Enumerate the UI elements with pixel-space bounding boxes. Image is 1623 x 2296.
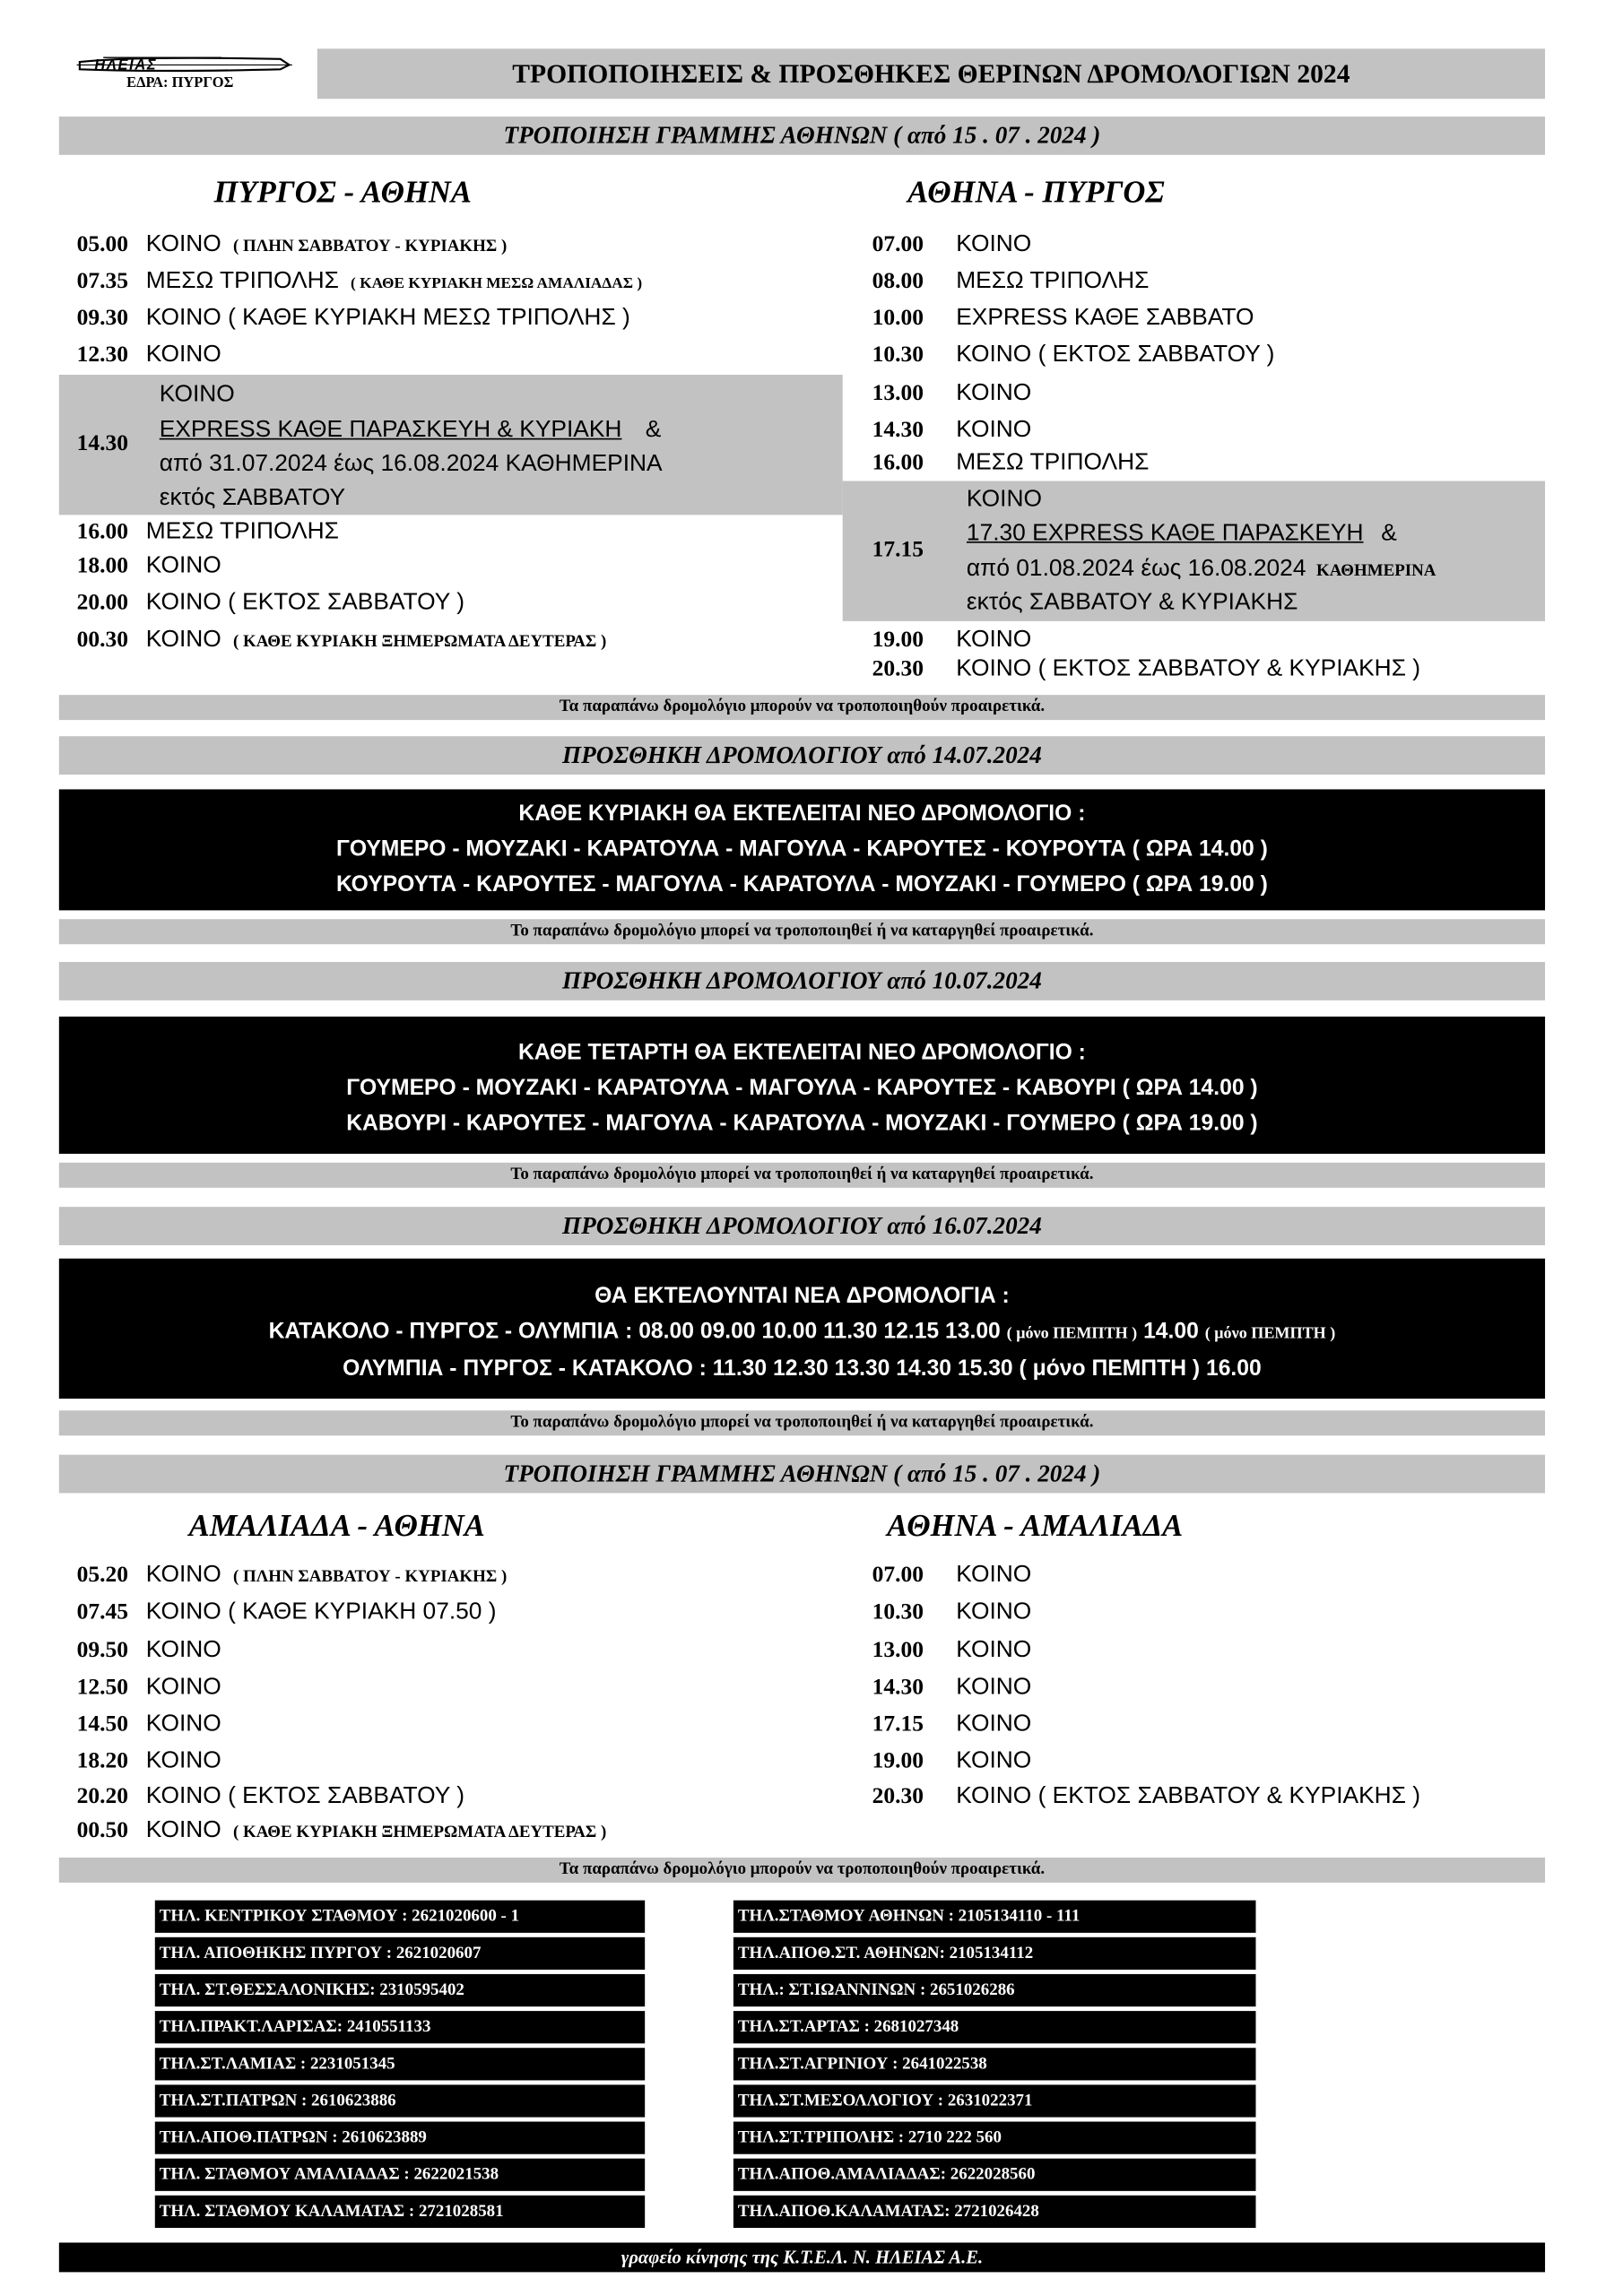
route-type: ΚΟΙΝΟ xyxy=(956,417,1032,443)
schedule-row xyxy=(77,265,643,298)
section-title: ΤΡΟΠΟΙΗΣΗ ΓΡΑΜΜΗΣ ΑΘΗΝΩΝ ( από 15 . 07 . 2024 ) xyxy=(59,1455,1545,1494)
departure-time: 20.30 xyxy=(872,1783,924,1809)
route-type: ΚΟΙΝΟ ( ΕΚΤΟΣ ΣΑΒΒΑΤΟΥ ) xyxy=(145,590,464,616)
schedule-row xyxy=(872,1597,1032,1629)
schedule-row xyxy=(872,447,1150,480)
route-return: ΟΛΥΜΠΙΑ - ΠΥΡΓΟΣ - ΚΑΤΑΚΟΛΟ : 11.30 12.30 13.30 14.30 15.30 ( μόνο ΠΕΜΠΤΗ ) 16.00 xyxy=(343,1356,1262,1382)
schedule-row xyxy=(872,229,1032,261)
phone-entry: ΤΗΛ.ΑΠΟΘ.ΚΑΛΑΜΑΤΑΣ: 2721026428 xyxy=(733,2196,1256,2228)
departure-time: 07.35 xyxy=(76,268,128,294)
departure-time: 09.30 xyxy=(76,305,128,331)
departure-time: 18.00 xyxy=(76,553,128,579)
route-type: ΚΟΙΝΟ xyxy=(956,380,1032,406)
schedule-row xyxy=(872,377,1032,410)
schedule-row xyxy=(77,587,464,619)
route-note: ( ΚΑΘΕ ΚΥΡΙΑΚΗ ΞΗΜΕΡΩΜΑΤΑ ΔΕΥΤΕΡΑΣ ) xyxy=(232,633,607,651)
route-type: ΚΟΙΝΟ xyxy=(145,1817,221,1843)
route-outbound: ΓΟΥΜΕΡΟ - ΜΟΥΖΑΚΙ - ΚΑΡΑΤΟΥΛΑ - ΜΑΓΟΥΛΑ - ΚΑΡΟΥΤΕΣ - ΚΟΥΡΟΥΤΑ ( ΩΡΑ 14.00 ) xyxy=(335,836,1268,862)
route-heading-athina-pyrgos: ΑΘΗΝΑ - ΠΥΡΓΟΣ xyxy=(907,174,1165,210)
departure-time: 08.00 xyxy=(872,268,924,294)
schedule-row xyxy=(872,1672,1032,1704)
phone-entry: ΤΗΛ.ΣΤ.ΤΡΙΠΟΛΗΣ : 2710 222 560 xyxy=(733,2122,1256,2154)
schedule-row xyxy=(872,1634,1032,1667)
departure-time: 07.00 xyxy=(872,1562,924,1588)
route-type: EXPRESS ΚΑΘΕ ΣΑΒΒΑΤΟ xyxy=(956,305,1254,331)
departure-time: 19.00 xyxy=(872,1748,924,1774)
phone-entry: ΤΗΛ.ΣΤ.ΠΑΤΡΩΝ : 2610623886 xyxy=(155,2084,645,2117)
route-type: ΚΟΙΝΟ ( ΚΑΘΕ ΚΥΡΙΑΚΗ 07.50 ) xyxy=(145,1599,497,1625)
departure-time: 12.50 xyxy=(76,1674,128,1700)
route-outbound: ΚΑΤΑΚΟΛΟ - ΠΥΡΓΟΣ - ΟΛΥΜΠΙΑ : 08.00 09.00 10.00 11.30 12.15 13.00 ( μόνο ΠΕΜΠΤΗ ) 14.00 ( μόνο ΠΕΜΠΤΗ ) xyxy=(268,1319,1336,1345)
company-seat: ΕΔΡΑ: ΠΥΡΓΟΣ xyxy=(126,74,234,92)
route-type: ΚΟΙΝΟ ( ΕΚΤΟΣ ΣΑΒΒΑΤΟΥ ) xyxy=(145,1783,464,1809)
section-title: ΠΡΟΣΘΗΚΗ ΔΡΟΜΟΛΟΓΙΟΥ από 10.07.2024 xyxy=(59,962,1545,1001)
schedule-row xyxy=(872,624,1032,656)
schedule-row xyxy=(77,302,630,334)
phone-entry: ΤΗΛ.ΣΤΑΘΜΟΥ ΑΘΗΝΩΝ : 2105134110 - 111 xyxy=(733,1901,1256,1933)
schedule-row xyxy=(77,1746,221,1778)
route-type: ΚΟΙΝΟ xyxy=(145,1748,221,1774)
departure-time: 16.00 xyxy=(76,519,128,545)
route-note: 17.30 EXPRESS ΚΑΘΕ ΠΑΡΑΣΚΕΥΗ & xyxy=(966,520,1397,546)
route-type: ΚΟΙΝΟ xyxy=(159,382,235,408)
route-note: ( ΚΑΘΕ ΚΥΡΙΑΚΗ ΞΗΜΕΡΩΜΑΤΑ ΔΕΥΤΕΡΑΣ ) xyxy=(232,1824,607,1841)
departure-time: 13.00 xyxy=(872,380,924,406)
section-title: ΠΡΟΣΘΗΚΗ ΔΡΟΜΟΛΟΓΙΟΥ από 16.07.2024 xyxy=(59,1207,1545,1245)
route-type: ΚΟΙΝΟ xyxy=(145,1674,221,1700)
route-note: από 31.07.2024 έως 16.08.2024 ΚΑΘΗΜΕΡΙΝΑ xyxy=(159,451,663,477)
new-route-block xyxy=(59,789,1545,910)
footer-bar: γραφείο κίνησης της Κ.Τ.Ε.Λ. Ν. ΗΛΕΙΑΣ Α.Ε. xyxy=(59,2242,1545,2272)
departure-time: 07.45 xyxy=(76,1599,128,1625)
schedule-row xyxy=(77,1815,607,1847)
departure-time: 10.30 xyxy=(872,1599,924,1625)
schedule-row xyxy=(77,340,221,372)
schedule-row xyxy=(872,302,1254,334)
route-type: ΜΕΣΩ ΤΡΙΠΟΛΗΣ xyxy=(956,268,1150,294)
disclaimer-note: Τα παραπάνω δρομολόγιο μπορούν να τροποποιηθούν προαιρετικά. xyxy=(59,1858,1545,1883)
route-outbound: ΓΟΥΜΕΡΟ - ΜΟΥΖΑΚΙ - ΚΑΡΑΤΟΥΛΑ - ΜΑΓΟΥΛΑ - ΚΑΡΟΥΤΕΣ - ΚΑΒΟΥΡΙ ( ΩΡΑ 14.00 ) xyxy=(346,1075,1258,1101)
route-note: ( ΚΑΘΕ ΚΥΡΙΑΚΗ ΜΕΣΩ ΑΜΑΛΙΑΔΑΣ ) xyxy=(351,275,643,292)
route-heading-pyrgos-athina: ΠΥΡΓΟΣ - ΑΘΗΝΑ xyxy=(213,174,472,210)
section-title: ΠΡΟΣΘΗΚΗ ΔΡΟΜΟΛΟΓΙΟΥ από 14.07.2024 xyxy=(59,736,1545,775)
route-type: ΚΟΙΝΟ xyxy=(145,231,221,257)
departure-time: 00.30 xyxy=(76,627,128,653)
departure-time: 16.00 xyxy=(872,449,924,475)
departure-time: 20.20 xyxy=(76,1783,128,1809)
route-heading-amaliada-athina: ΑΜΑΛΙΑΔΑ - ΑΘΗΝΑ xyxy=(188,1507,485,1544)
route-heading-athina-amaliada: ΑΘΗΝΑ - ΑΜΑΛΙΑΔΑ xyxy=(887,1507,1184,1544)
departure-time: 17.15 xyxy=(872,1711,924,1737)
phone-entry: ΤΗΛ.ΑΠΟΘ.ΑΜΑΛΙΑΔΑΣ: 2622028560 xyxy=(733,2159,1256,2191)
departure-time: 20.30 xyxy=(872,656,924,682)
route-intro: ΚΑΘΕ ΚΥΡΙΑΚΗ ΘΑ ΕΚΤΕΛΕΙΤΑΙ ΝΕΟ ΔΡΟΜΟΛΟΓΙΟ : xyxy=(518,801,1086,827)
route-type: ΚΟΙΝΟ xyxy=(956,1599,1032,1625)
route-type: ΜΕΣΩ ΤΡΙΠΟΛΗΣ xyxy=(145,268,339,294)
departure-time: 09.50 xyxy=(76,1637,128,1663)
route-type: ΜΕΣΩ ΤΡΙΠΟΛΗΣ xyxy=(956,449,1150,475)
route-note: εκτός ΣΑΒΒΑΤΟΥ & ΚΥΡΙΑΚΗΣ xyxy=(966,590,1298,616)
route-type: ΚΟΙΝΟ xyxy=(956,1748,1032,1774)
route-type: ΚΟΙΝΟ xyxy=(145,1711,221,1737)
departure-time: 17.15 xyxy=(872,537,924,563)
phone-entry: ΤΗΛ. ΚΕΝΤΡΙΚΟΥ ΣΤΑΘΜΟΥ : 2621020600 - 1 xyxy=(155,1901,645,1933)
route-type: ΚΟΙΝΟ xyxy=(145,553,221,579)
route-type: ΚΟΙΝΟ ( ΕΚΤΟΣ ΣΑΒΒΑΤΟΥ & ΚΥΡΙΑΚΗΣ ) xyxy=(956,1783,1421,1809)
route-type: ΚΟΙΝΟ xyxy=(956,1711,1032,1737)
schedule-row xyxy=(872,1560,1032,1592)
new-route-block xyxy=(59,1017,1545,1154)
departure-time: 07.00 xyxy=(872,231,924,257)
phone-entry: ΤΗΛ. ΑΠΟΘΗΚΗΣ ΠΥΡΓΟΥ : 2621020607 xyxy=(155,1937,645,1970)
route-type: ΚΟΙΝΟ xyxy=(145,342,221,368)
schedule-row xyxy=(77,1672,221,1704)
route-type: ΚΟΙΝΟ xyxy=(966,487,1042,513)
phone-entry: ΤΗΛ. ΣΤ.ΘΕΣΣΑΛΟΝΙΚΗΣ: 2310595402 xyxy=(155,1974,645,2006)
route-type: ΚΟΙΝΟ xyxy=(956,1674,1032,1700)
route-type: ΚΟΙΝΟ ( ΚΑΘΕ ΚΥΡΙΑΚΗ ΜΕΣΩ ΤΡΙΠΟΛΗΣ ) xyxy=(145,305,630,331)
route-type: ΚΟΙΝΟ xyxy=(956,231,1032,257)
disclaimer-note: Το παραπάνω δρομολόγιο μπορεί να τροποποιηθεί ή να καταργηθεί προαιρετικά. xyxy=(59,1410,1545,1435)
schedule-row xyxy=(77,550,221,583)
departure-time: 14.50 xyxy=(76,1711,128,1737)
schedule-row xyxy=(77,1560,508,1592)
schedule-row xyxy=(872,1746,1032,1778)
schedule-row xyxy=(872,414,1032,446)
route-type: ΚΟΙΝΟ xyxy=(956,627,1032,653)
phone-entry: ΤΗΛ.ΣΤ.ΑΓΡΙΝΙΟΥ : 2641022538 xyxy=(733,2048,1256,2080)
departure-time: 05.20 xyxy=(76,1562,128,1588)
route-type: ΚΟΙΝΟ xyxy=(145,1562,221,1588)
route-type: ΚΟΙΝΟ ( ΕΚΤΟΣ ΣΑΒΒΑΤΟΥ ) xyxy=(956,342,1275,368)
schedule-row xyxy=(77,1597,497,1629)
disclaimer-note: Το παραπάνω δρομολόγιο μπορεί να τροποποιηθεί ή να καταργηθεί προαιρετικά. xyxy=(59,1163,1545,1188)
phone-entry: ΤΗΛ.ΑΠΟΘ.ΣΤ. ΑΘΗΝΩΝ: 2105134112 xyxy=(733,1937,1256,1970)
phone-entry: ΤΗΛ.ΠΡΑΚΤ.ΛΑΡΙΣΑΣ: 2410551133 xyxy=(155,2011,645,2043)
page-title: ΤΡΟΠΟΠΟΙΗΣΕΙΣ & ΠΡΟΣΘΗΚΕΣ ΘΕΡΙΝΩΝ ΔΡΟΜΟΛΟΓΙΩΝ 2024 xyxy=(317,48,1545,99)
departure-time: 18.20 xyxy=(76,1748,128,1774)
schedule-row xyxy=(872,1780,1420,1813)
route-type: ΚΟΙΝΟ ( ΕΚΤΟΣ ΣΑΒΒΑΤΟΥ & ΚΥΡΙΑΚΗΣ ) xyxy=(956,656,1421,682)
schedule-row xyxy=(77,1709,221,1741)
route-intro: ΚΑΘΕ ΤΕΤΑΡΤΗ ΘΑ ΕΚΤΕΛΕΙΤΑΙ ΝΕΟ ΔΡΟΜΟΛΟΓΙΟ : xyxy=(517,1040,1086,1066)
phone-entry: ΤΗΛ. ΣΤΑΘΜΟΥ ΚΑΛΑΜΑΤΑΣ : 2721028581 xyxy=(155,2196,645,2228)
phone-entry: ΤΗΛ.: ΣΤ.ΙΩΑΝΝΙΝΩΝ : 2651026286 xyxy=(733,1974,1256,2006)
route-type: ΜΕΣΩ ΤΡΙΠΟΛΗΣ xyxy=(145,519,339,545)
route-type: ΚΟΙΝΟ xyxy=(956,1562,1032,1588)
schedule-row xyxy=(872,1709,1032,1741)
route-note: EXPRESS ΚΑΘΕ ΠΑΡΑΣΚΕΥΗ & ΚΥΡΙΑΚΗ & xyxy=(159,417,662,443)
schedule-row xyxy=(872,265,1150,298)
phone-entry: ΤΗΛ.ΑΠΟΘ.ΠΑΤΡΩΝ : 2610623889 xyxy=(155,2122,645,2154)
route-type: ΚΟΙΝΟ xyxy=(145,1637,221,1663)
route-return: ΚΑΒΟΥΡΙ - ΚΑΡΟΥΤΕΣ - ΜΑΓΟΥΛΑ - ΚΑΡΑΤΟΥΛΑ - ΜΟΥΖΑΚΙ - ΓΟΥΜΕΡΟ ( ΩΡΑ 19.00 ) xyxy=(346,1111,1258,1137)
route-note: ( ΠΛΗΝ ΣΑΒΒΑΤΟΥ - ΚΥΡΙΑΚΗΣ ) xyxy=(232,237,508,256)
phone-entry: ΤΗΛ.ΣΤ.ΛΑΜΙΑΣ : 2231051345 xyxy=(155,2048,645,2080)
schedule-row xyxy=(872,340,1275,372)
departure-time: 14.30 xyxy=(76,430,128,456)
departure-time: 19.00 xyxy=(872,627,924,653)
departure-time: 12.30 xyxy=(76,342,128,368)
schedule-row xyxy=(872,654,1420,686)
route-note: από 01.08.2024 έως 16.08.2024 ΚΑΘΗΜΕΡΙΝΑ xyxy=(966,556,1436,582)
schedule-row xyxy=(77,1780,464,1813)
route-intro: ΘΑ ΕΚΤΕΛΟΥΝΤΑΙ ΝΕΑ ΔΡΟΜΟΛΟΓΙΑ : xyxy=(595,1283,1010,1309)
phone-entry: ΤΗΛ.ΣΤ.ΜΕΣΟΛΛΟΓΙΟΥ : 2631022371 xyxy=(733,2084,1256,2117)
schedule-row xyxy=(77,1634,221,1667)
section-title: ΤΡΟΠΟΙΗΣΗ ΓΡΑΜΜΗΣ ΑΘΗΝΩΝ ( από 15 . 07 . 2024 ) xyxy=(59,117,1545,155)
disclaimer-note: Τα παραπάνω δρομολόγιο μπορούν να τροποποιηθούν προαιρετικά. xyxy=(59,695,1545,720)
route-note: εκτός ΣΑΒΒΑΤΟΥ xyxy=(159,485,346,511)
departure-time: 10.00 xyxy=(872,305,924,331)
departure-time: 14.30 xyxy=(872,1674,924,1700)
disclaimer-note: Το παραπάνω δρομολόγιο μπορεί να τροποποιηθεί ή να καταργηθεί προαιρετικά. xyxy=(59,919,1545,944)
route-type: ΚΟΙΝΟ xyxy=(956,1637,1032,1663)
departure-time: 05.00 xyxy=(76,231,128,257)
logo-text: ΗΛΕΙΑΣ xyxy=(94,57,158,74)
phone-entry: ΤΗΛ. ΣΤΑΘΜΟΥ ΑΜΑΛΙΑΔΑΣ : 2622021538 xyxy=(155,2159,645,2191)
departure-time: 00.50 xyxy=(76,1817,128,1843)
route-type: ΚΟΙΝΟ xyxy=(145,627,221,653)
phone-entry: ΤΗΛ.ΣΤ.ΑΡΤΑΣ : 2681027348 xyxy=(733,2011,1256,2043)
new-route-block xyxy=(59,1259,1545,1399)
departure-time: 10.30 xyxy=(872,342,924,368)
departure-time: 14.30 xyxy=(872,417,924,443)
schedule-row xyxy=(77,516,339,549)
departure-time: 20.00 xyxy=(76,590,128,616)
schedule-row xyxy=(77,229,508,261)
route-note: ( ΠΛΗΝ ΣΑΒΒΑΤΟΥ - ΚΥΡΙΑΚΗΣ ) xyxy=(232,1568,508,1587)
route-return: ΚΟΥΡΟΥΤΑ - ΚΑΡΟΥΤΕΣ - ΜΑΓΟΥΛΑ - ΚΑΡΑΤΟΥΛΑ - ΜΟΥΖΑΚΙ - ΓΟΥΜΕΡΟ ( ΩΡΑ 19.00 ) xyxy=(335,871,1268,897)
schedule-row xyxy=(77,624,607,656)
departure-time: 13.00 xyxy=(872,1637,924,1663)
